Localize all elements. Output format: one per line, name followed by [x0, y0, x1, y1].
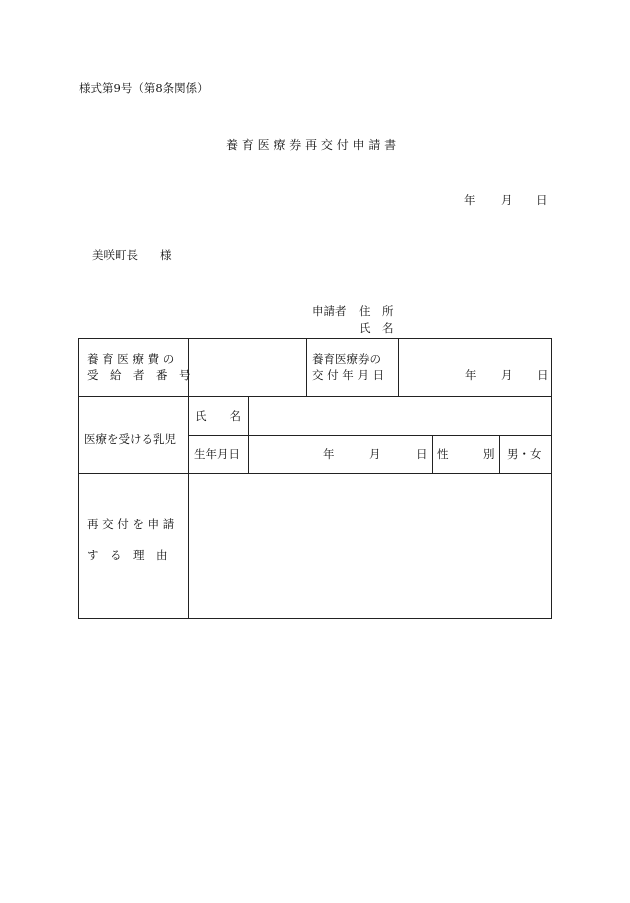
birth-day-label: 日: [416, 447, 428, 461]
issue-month-label: 月: [501, 368, 513, 382]
birth-date-label: 生年月日: [194, 447, 240, 461]
applicant-name-label: 氏 名: [359, 321, 394, 335]
date-year-label: 年: [464, 193, 476, 207]
reissue-reason-field[interactable]: [190, 475, 549, 616]
date-month-label: 月: [501, 193, 513, 207]
reissue-reason-label: 再 交 付 を 申 請: [87, 517, 175, 531]
table-divider: [499, 435, 500, 473]
table-divider: [188, 435, 551, 436]
issue-day-label: 日: [537, 368, 549, 382]
birth-date-field[interactable]: [250, 437, 430, 472]
recipient-number-field[interactable]: [190, 341, 304, 394]
table-divider: [432, 435, 433, 473]
page-title: 養 育 医 療 券 再 交 付 申 請 書: [226, 138, 397, 152]
infant-name-field[interactable]: [250, 398, 549, 434]
birth-year-label: 年: [323, 447, 335, 461]
date-day-label: 日: [536, 193, 548, 207]
applicant-label: 申請者: [312, 304, 347, 318]
recipient-number-label: 受 給 者 番 号: [87, 368, 191, 382]
sex-value[interactable]: 男・女: [507, 447, 542, 461]
form-number: 様式第9号（第8条関係）: [79, 81, 209, 95]
table-divider: [398, 339, 399, 396]
addressee-name: 美咲町長: [92, 248, 138, 262]
table-divider: [248, 396, 249, 473]
birth-month-label: 月: [369, 447, 381, 461]
table-divider: [79, 473, 551, 474]
applicant-address-label: 住 所: [359, 304, 394, 318]
issue-year-label: 年: [465, 368, 477, 382]
reissue-reason-label: す る 理 由: [87, 548, 168, 562]
table-divider: [306, 339, 307, 396]
sex-label: 性 別: [437, 447, 495, 461]
recipient-number-label: 養 育 医 療 費 の: [87, 352, 175, 366]
application-table: [78, 338, 552, 619]
infant-label: 医療を受ける乳児: [84, 432, 176, 446]
addressee-honorific: 様: [160, 248, 172, 262]
issue-date-label: 養育医療券の: [312, 352, 381, 366]
table-divider: [79, 396, 551, 397]
infant-name-label: 氏 名: [195, 409, 241, 423]
issue-date-label: 交 付 年 月 日: [312, 368, 385, 382]
